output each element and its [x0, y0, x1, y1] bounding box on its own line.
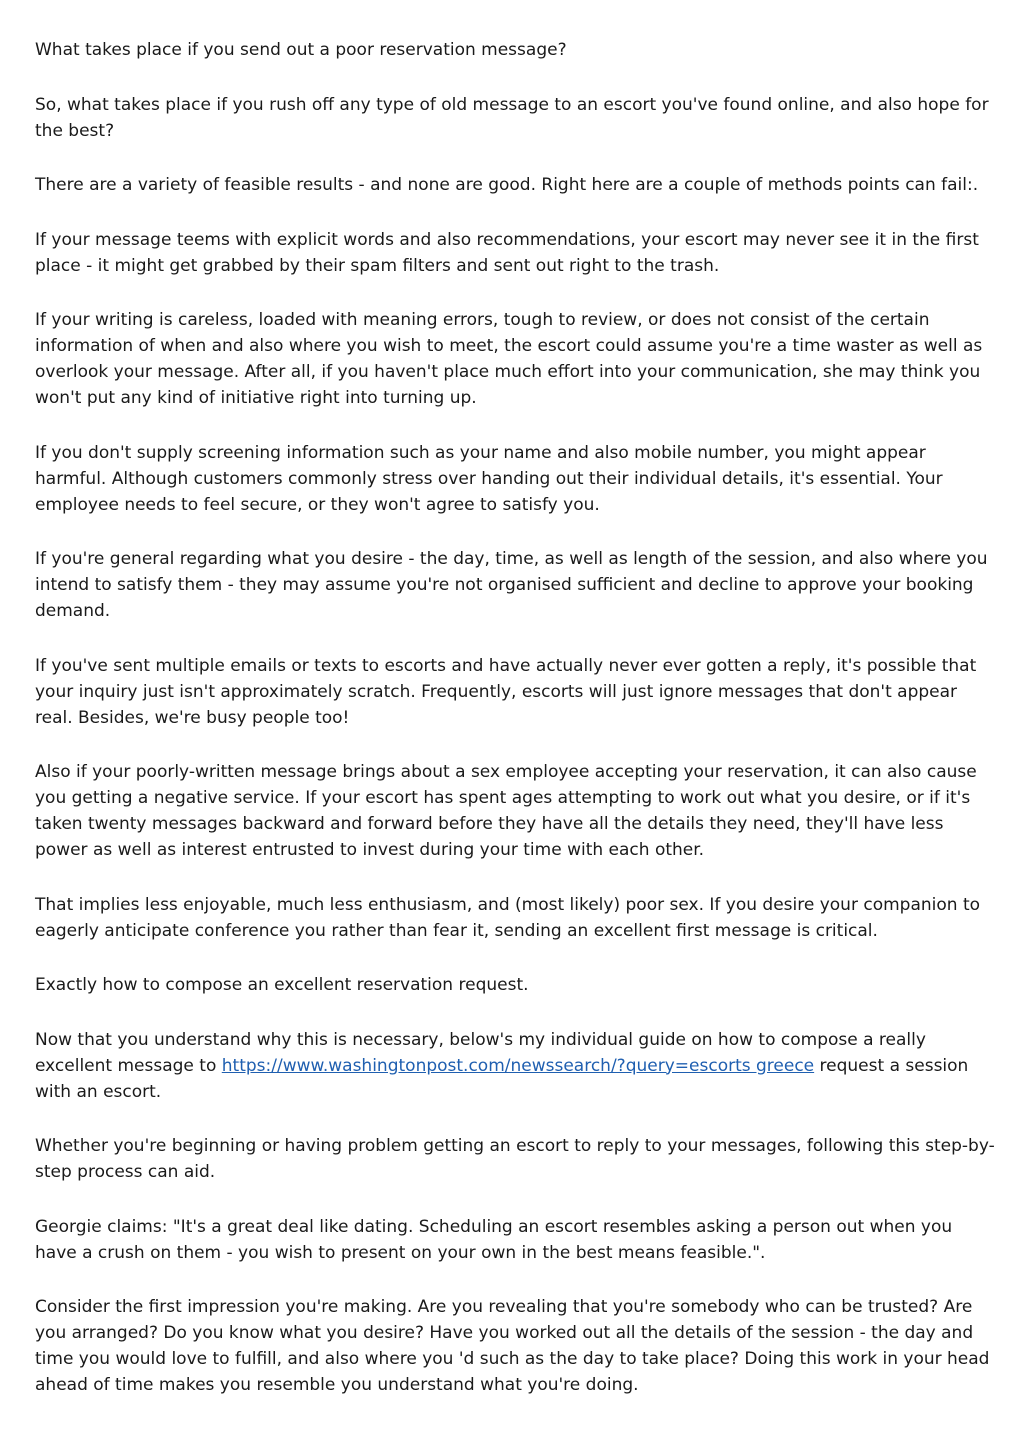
paragraph-11: Exactly how to compose an excellent reservation request.	[35, 975, 529, 995]
paragraph-5: If your writing is careless, loaded with meaning errors, tough to review, or does not consist of the certain information of when and also where you wish to meet, the escort could assume you're a time waster as well as overlook your message. After all, if you haven't place much effort into your communication, she may think you won't put any kind of initiative right into turning up.	[35, 310, 983, 408]
document-body	[35, 37, 995, 1427]
paragraph-3: There are a variety of feasible results - and none are good. Right here are a couple of methods points can fail:.	[35, 175, 979, 195]
paragraph-4: If your message teems with explicit words and also recommendations, your escort may never see it in the first place - it might get grabbed by their spam filters and sent out right to the trash.	[35, 229, 979, 276]
paragraph-12	[35, 1027, 995, 1105]
paragraph-6: If you don't supply screening information such as your name and also mobile number, you might appear harmful. Although customers commonly stress over handing out their individual details, it's essential. Your employee needs to feel secure, or they won't agree to satisfy you.	[35, 442, 943, 515]
paragraph-7: If you're general regarding what you desire - the day, time, as well as length of the session, and also where you intend to satisfy them - they may assume you're not organised sufficient and decline to approve your booking demand.	[35, 549, 988, 621]
paragraph-2: So, what takes place if you rush off any type of old message to an escort you've found online, and also hope for the best?	[35, 94, 989, 141]
paragraph-13: Whether you're beginning or having problem getting an escort to reply to your messages, following this step-by-step process can aid.	[35, 1136, 995, 1182]
paragraph-12-text-before: Now that you understand why this is necessary, below's my individual guide on how to compose a really excellent message to	[35, 1029, 926, 1076]
paragraph-15: Consider the first impression you're making. Are you revealing that you're somebody who can be trusted? Are you arranged? Do you know what you desire? Have you worked out all the details of the session - the day and time you would love to fulfill, and also where you 'd such as the day to take place? Doing this work in your head ahead of time makes you resemble you understand what you're doing.	[35, 1297, 990, 1395]
inline-link[interactable]: https://www.washingtonpost.com/newssearch/?query=escorts greece	[221, 1055, 815, 1076]
paragraph-10: That implies less enjoyable, much less enthusiasm, and (most likely) poor sex. If you desire your companion to eagerly anticipate conference you rather than fear it, sending an excellent first message is critical.	[35, 894, 981, 941]
paragraph-14: Georgie claims: "It's a great deal like dating. Scheduling an escort resembles asking a person out when you have a crush on them - you wish to present on your own in the best means feasible.".	[35, 1216, 953, 1263]
paragraph-8: If you've sent multiple emails or texts to escorts and have actually never ever gotten a reply, it's possible that your inquiry just isn't approximately scratch. Frequently, escorts will just ignore messages that don't appear real. Besides, we're busy people too!	[35, 655, 977, 728]
paragraph-12-text-after: request a session with an escort.	[35, 1055, 969, 1102]
paragraph-1: What takes place if you send out a poor reservation message?	[35, 40, 567, 60]
paragraph-9: Also if your poorly-written message brings about a sex employee accepting your reservation, it can also cause you getting a negative service. If your escort has spent ages attempting to work out what you desire, or if it's taken twenty messages backward and forward before they have all the details they need, they'll have less power as well as interest entrusted to invest during your time with each other.	[35, 762, 977, 860]
